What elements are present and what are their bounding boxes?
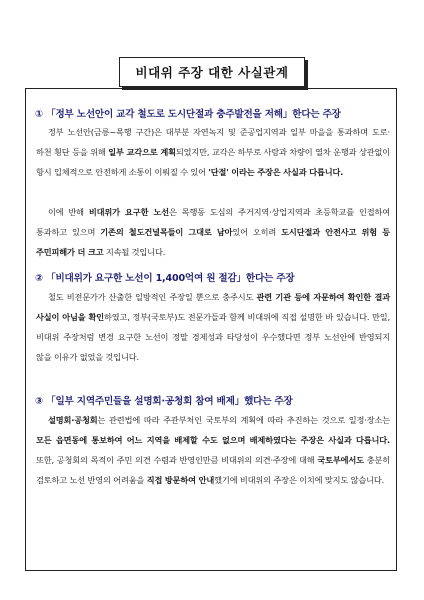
section-1-number: ① xyxy=(35,109,43,120)
section-3-heading-text: 「일부 지역주민들을 설명회·공청회 참여 배제」했다는 주장 xyxy=(46,396,293,407)
section-3-heading xyxy=(35,393,293,407)
section-3-number: ③ xyxy=(35,396,43,407)
title-box xyxy=(119,57,305,87)
section-2-heading xyxy=(35,270,294,284)
section-3-paragraph-1: 설명회·공청회는 관련법에 따라 주관부처인 국토부의 계획에 따라 추진하는 것으로 일정·장소는 모든 읍면동에 통보하여 어느 지역을 배제할 수도 없으며 배제하였다는 주장은 사실과 다릅니다. 또한, 공청회의 목적이 주민 의견 수렴과 반영인만큼 비대위의 의견·주장에 대해 국토부에서도 충분히 검토하고 노선 반영의 어려움을 직접 방문하여 안내했기에 비대위의 주장은 이치에 맞지도 않습니다. xyxy=(36,415,390,485)
section-1-paragraph-2: 이에 반해 비대위가 요구한 노선은 목행동 도심의 주거지역·상업지역과 초등학교를 인접하여 통과하고 있으며 기존의 철도건널목들이 그대로 남아있어 오히려 도시단절과 안전사고 위험 등 주민피해가 더 크고 지속될 것입니다. xyxy=(36,207,390,257)
section-2-paragraph-1: 철도 비전문가가 산출한 일방적인 주장일 뿐으로 충주시도 관련 기관 등에 자문하여 확인한 결과 사실이 아님을 확인하였고, 정부(국토부)도 전문가들과 함께 비대위에 직접 설명한 바 있습니다. 만일, 비대위 주장처럼 변경 요구한 노선이 정말 경제성과 타당성이 우수했다면 정부 노선안에 반영되지 않을 이유가 없었을 것입니다. xyxy=(36,292,391,362)
section-2-heading-text: 「비대위가 요구한 노선이 1,400억여 원 절감」한다는 주장 xyxy=(46,273,295,284)
section-1-heading-text: 「정부 노선안이 교각 철도로 도시단절과 충주발전을 저해」한다는 주장 xyxy=(46,109,341,120)
section-2-number: ② xyxy=(35,273,43,284)
section-1-heading xyxy=(35,106,341,120)
section-1-paragraph-1: 정부 노선안(금릉~목행 구간)은 대부분 자연녹지 및 준공업지역과 일부 마을을 통과하며 도로·하천 횡단 등을 위해 일부 교각으로 계획되었지만, 교각은 하부로 사람과 차량이 열차 운행과 상관없이 항시 입체적으로 안전하게 소통이 이뤄질 수 있어 '단절' 이라는 주장은 사실과 다릅니다. xyxy=(36,127,390,177)
page-title: 비대위 주장 대한 사실관계 xyxy=(135,65,289,80)
